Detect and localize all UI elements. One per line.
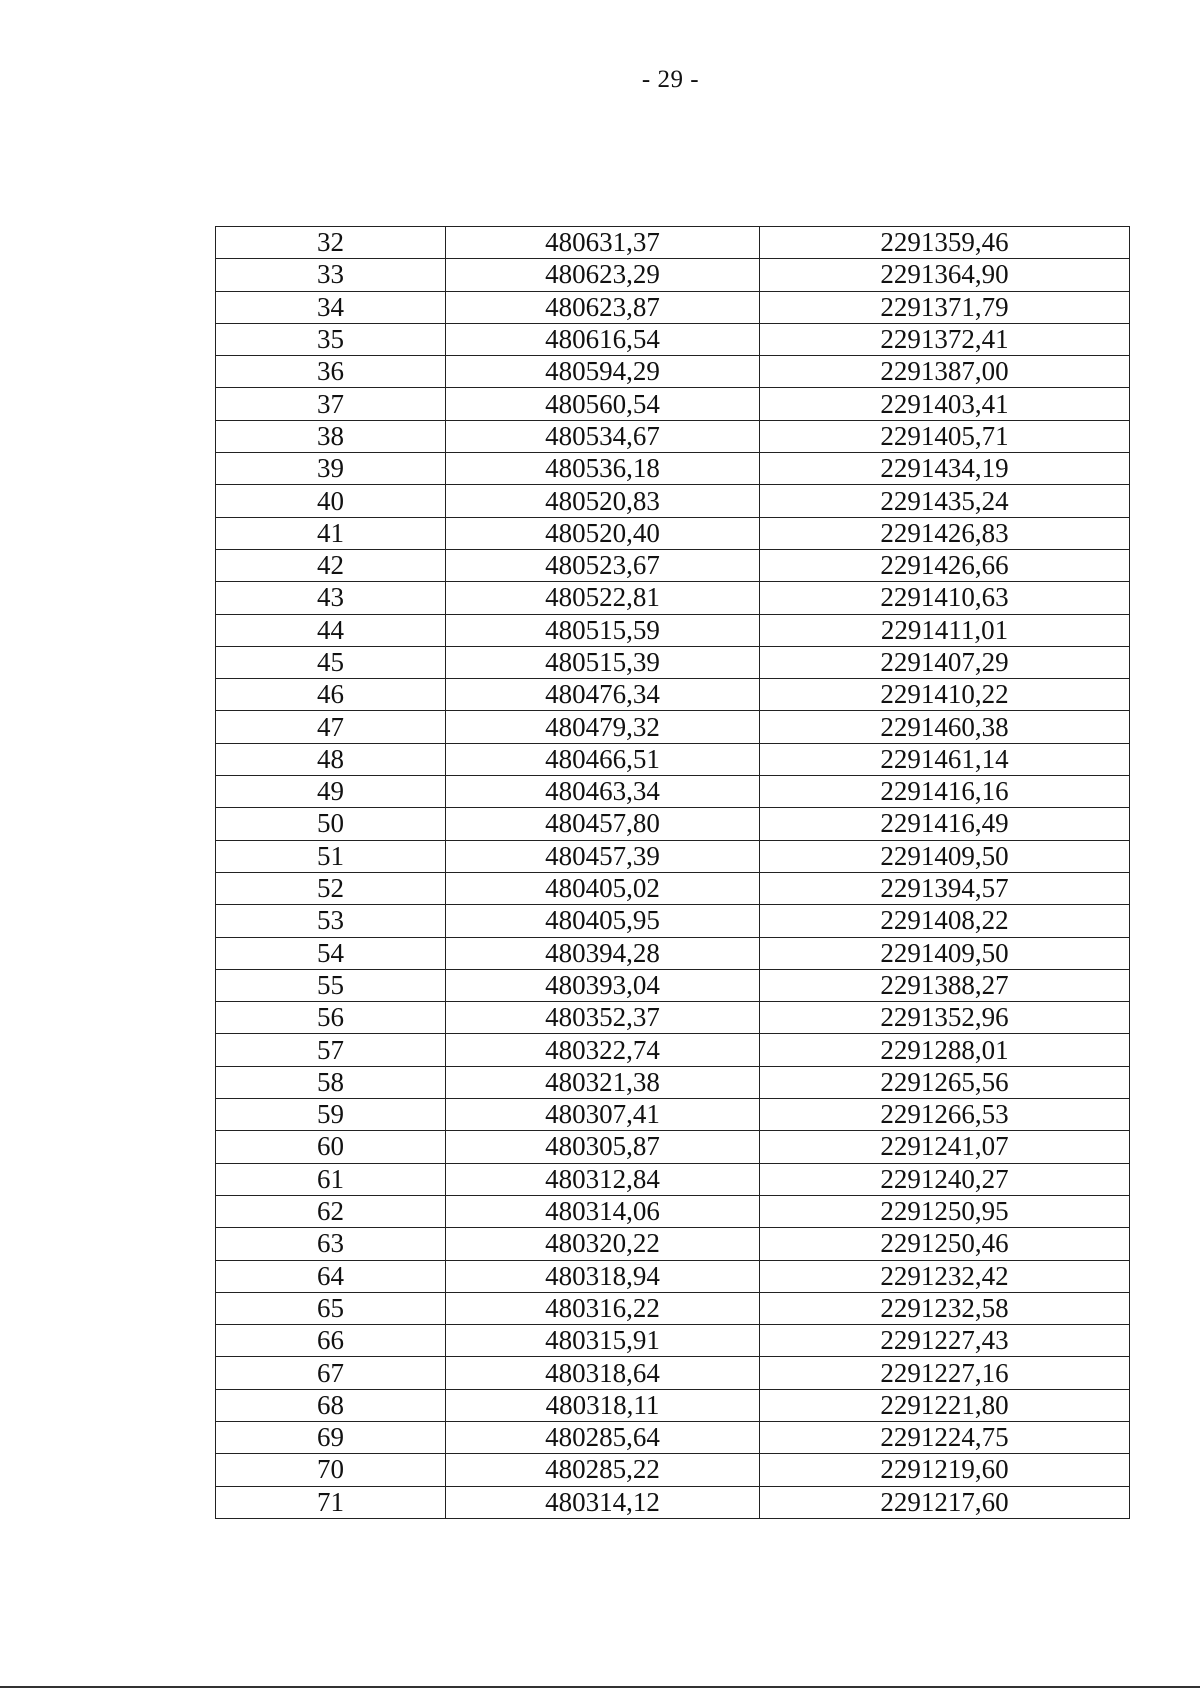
point-number-cell: 42 [216,549,446,581]
point-number-cell: 62 [216,1195,446,1227]
bottom-rule [0,1686,1200,1688]
point-number-cell: 60 [216,1131,446,1163]
point-number-cell: 47 [216,711,446,743]
point-number-cell: 53 [216,905,446,937]
y-coordinate-cell: 2291434,19 [760,453,1130,485]
x-coordinate-cell: 480318,94 [446,1260,760,1292]
table-row [216,840,1130,872]
x-coordinate-cell: 480522,81 [446,582,760,614]
table-row [216,872,1130,904]
point-number-cell: 50 [216,808,446,840]
y-coordinate-cell: 2291460,38 [760,711,1130,743]
x-coordinate-cell: 480405,95 [446,905,760,937]
point-number-cell: 71 [216,1486,446,1518]
x-coordinate-cell: 480285,22 [446,1454,760,1486]
x-coordinate-cell: 480318,11 [446,1389,760,1421]
point-number-cell: 63 [216,1228,446,1260]
point-number-cell: 32 [216,227,446,259]
page-number: - 29 - [641,66,700,93]
y-coordinate-cell: 2291409,50 [760,937,1130,969]
y-coordinate-cell: 2291217,60 [760,1486,1130,1518]
table-row [216,1099,1130,1131]
y-coordinate-cell: 2291221,80 [760,1389,1130,1421]
point-number-cell: 41 [216,517,446,549]
table-row [216,1357,1130,1389]
y-coordinate-cell: 2291426,83 [760,517,1130,549]
coordinates-table-body [216,227,1130,1519]
y-coordinate-cell: 2291416,16 [760,776,1130,808]
point-number-cell: 52 [216,872,446,904]
table-row [216,582,1130,614]
point-number-cell: 43 [216,582,446,614]
y-coordinate-cell: 2291250,46 [760,1228,1130,1260]
x-coordinate-cell: 480315,91 [446,1325,760,1357]
point-number-cell: 68 [216,1389,446,1421]
x-coordinate-cell: 480560,54 [446,388,760,420]
point-number-cell: 48 [216,743,446,775]
point-number-cell: 65 [216,1292,446,1324]
y-coordinate-cell: 2291266,53 [760,1099,1130,1131]
table-row [216,1163,1130,1195]
x-coordinate-cell: 480520,83 [446,485,760,517]
table-row [216,1454,1130,1486]
y-coordinate-cell: 2291408,22 [760,905,1130,937]
y-coordinate-cell: 2291409,50 [760,840,1130,872]
x-coordinate-cell: 480405,02 [446,872,760,904]
y-coordinate-cell: 2291410,22 [760,679,1130,711]
x-coordinate-cell: 480457,80 [446,808,760,840]
x-coordinate-cell: 480305,87 [446,1131,760,1163]
x-coordinate-cell: 480314,12 [446,1486,760,1518]
x-coordinate-cell: 480316,22 [446,1292,760,1324]
point-number-cell: 35 [216,323,446,355]
point-number-cell: 38 [216,420,446,452]
x-coordinate-cell: 480394,28 [446,937,760,969]
x-coordinate-cell: 480466,51 [446,743,760,775]
x-coordinate-cell: 480393,04 [446,969,760,1001]
x-coordinate-cell: 480515,59 [446,614,760,646]
table-row [216,969,1130,1001]
x-coordinate-cell: 480352,37 [446,1002,760,1034]
table-row [216,1066,1130,1098]
table-row [216,937,1130,969]
table-row [216,1325,1130,1357]
x-coordinate-cell: 480623,87 [446,291,760,323]
table-row [216,1260,1130,1292]
x-coordinate-cell: 480515,39 [446,646,760,678]
y-coordinate-cell: 2291405,71 [760,420,1130,452]
y-coordinate-cell: 2291232,42 [760,1260,1130,1292]
point-number-cell: 57 [216,1034,446,1066]
y-coordinate-cell: 2291265,56 [760,1066,1130,1098]
table-row [216,808,1130,840]
table-row [216,227,1130,259]
table-row [216,1292,1130,1324]
point-number-cell: 37 [216,388,446,420]
y-coordinate-cell: 2291461,14 [760,743,1130,775]
y-coordinate-cell: 2291352,96 [760,1002,1130,1034]
point-number-cell: 34 [216,291,446,323]
y-coordinate-cell: 2291219,60 [760,1454,1130,1486]
table-row [216,711,1130,743]
point-number-cell: 51 [216,840,446,872]
table-row [216,259,1130,291]
point-number-cell: 36 [216,356,446,388]
y-coordinate-cell: 2291224,75 [760,1421,1130,1453]
x-coordinate-cell: 480536,18 [446,453,760,485]
table-row [216,388,1130,420]
y-coordinate-cell: 2291232,58 [760,1292,1130,1324]
x-coordinate-cell: 480457,39 [446,840,760,872]
y-coordinate-cell: 2291241,07 [760,1131,1130,1163]
point-number-cell: 61 [216,1163,446,1195]
table-row [216,905,1130,937]
point-number-cell: 70 [216,1454,446,1486]
x-coordinate-cell: 480623,29 [446,259,760,291]
point-number-cell: 59 [216,1099,446,1131]
y-coordinate-cell: 2291387,00 [760,356,1130,388]
table-row [216,549,1130,581]
x-coordinate-cell: 480322,74 [446,1034,760,1066]
point-number-cell: 39 [216,453,446,485]
point-number-cell: 33 [216,259,446,291]
y-coordinate-cell: 2291364,90 [760,259,1130,291]
y-coordinate-cell: 2291426,66 [760,549,1130,581]
table-row [216,453,1130,485]
y-coordinate-cell: 2291288,01 [760,1034,1130,1066]
x-coordinate-cell: 480523,67 [446,549,760,581]
point-number-cell: 64 [216,1260,446,1292]
x-coordinate-cell: 480285,64 [446,1421,760,1453]
x-coordinate-cell: 480463,34 [446,776,760,808]
table-row [216,1034,1130,1066]
y-coordinate-cell: 2291240,27 [760,1163,1130,1195]
x-coordinate-cell: 480314,06 [446,1195,760,1227]
x-coordinate-cell: 480594,29 [446,356,760,388]
point-number-cell: 67 [216,1357,446,1389]
coordinates-table [215,226,1130,1519]
x-coordinate-cell: 480534,67 [446,420,760,452]
x-coordinate-cell: 480631,37 [446,227,760,259]
y-coordinate-cell: 2291250,95 [760,1195,1130,1227]
y-coordinate-cell: 2291407,29 [760,646,1130,678]
point-number-cell: 46 [216,679,446,711]
table-row [216,1002,1130,1034]
x-coordinate-cell: 480307,41 [446,1099,760,1131]
x-coordinate-cell: 480476,34 [446,679,760,711]
table-row [216,1486,1130,1518]
table-row [216,1228,1130,1260]
table-row [216,1389,1130,1421]
table-row [216,420,1130,452]
table-row [216,291,1130,323]
y-coordinate-cell: 2291227,16 [760,1357,1130,1389]
table-row [216,485,1130,517]
table-row [216,323,1130,355]
table-row [216,517,1130,549]
point-number-cell: 54 [216,937,446,969]
y-coordinate-cell: 2291394,57 [760,872,1130,904]
y-coordinate-cell: 2291416,49 [760,808,1130,840]
table-row [216,776,1130,808]
table-row [216,646,1130,678]
point-number-cell: 45 [216,646,446,678]
y-coordinate-cell: 2291435,24 [760,485,1130,517]
y-coordinate-cell: 2291359,46 [760,227,1130,259]
x-coordinate-cell: 480312,84 [446,1163,760,1195]
y-coordinate-cell: 2291372,41 [760,323,1130,355]
x-coordinate-cell: 480520,40 [446,517,760,549]
y-coordinate-cell: 2291410,63 [760,582,1130,614]
table-row [216,743,1130,775]
point-number-cell: 69 [216,1421,446,1453]
x-coordinate-cell: 480479,32 [446,711,760,743]
x-coordinate-cell: 480318,64 [446,1357,760,1389]
y-coordinate-cell: 2291403,41 [760,388,1130,420]
table-row [216,614,1130,646]
y-coordinate-cell: 2291371,79 [760,291,1130,323]
point-number-cell: 58 [216,1066,446,1098]
table-row [216,356,1130,388]
table-row [216,1421,1130,1453]
y-coordinate-cell: 2291227,43 [760,1325,1130,1357]
table-row [216,1131,1130,1163]
table-row [216,1195,1130,1227]
point-number-cell: 55 [216,969,446,1001]
y-coordinate-cell: 2291388,27 [760,969,1130,1001]
x-coordinate-cell: 480321,38 [446,1066,760,1098]
point-number-cell: 66 [216,1325,446,1357]
point-number-cell: 56 [216,1002,446,1034]
table-row [216,679,1130,711]
point-number-cell: 49 [216,776,446,808]
point-number-cell: 44 [216,614,446,646]
x-coordinate-cell: 480616,54 [446,323,760,355]
y-coordinate-cell: 2291411,01 [760,614,1130,646]
point-number-cell: 40 [216,485,446,517]
x-coordinate-cell: 480320,22 [446,1228,760,1260]
